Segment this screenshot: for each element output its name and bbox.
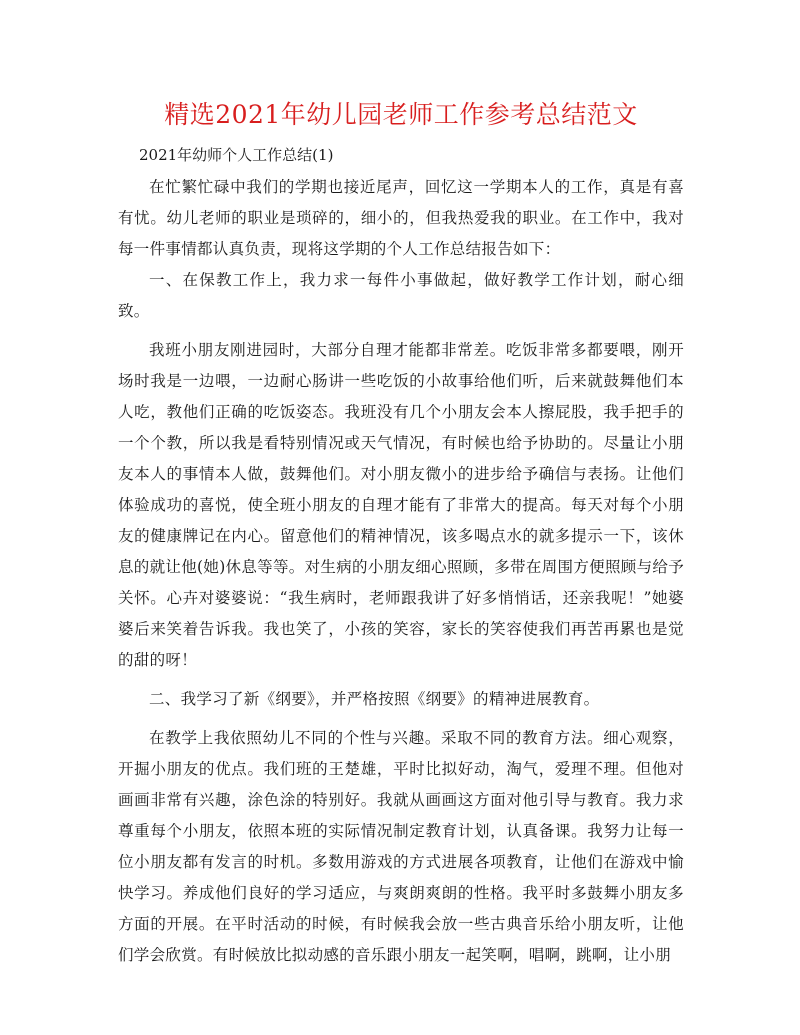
document-subtitle: 2021年幼师个人工作总结(1) bbox=[139, 146, 334, 164]
paragraph-section-1-heading: 一、在保教工作上，我力求一每件小事做起，做好教学工作计划，耐心细致。 bbox=[118, 271, 684, 320]
paragraph-section-1-body: 我班小朋友刚进园时，大部分自理才能都非常差。吃饭非常多都要喂，刚开场时我是一边喂，一边耐心肠讲一些吃饭的小故事给他们听，后来就鼓舞他们本人吃，教他们正确的吃饭姿态。我班没有几个小朋友会本人擦屁股，我手把手的一个个教，所以我是看特别情况或天气情况，有时候也给予协助的。尽量让小朋友本人的事情本人做，鼓舞他们。对小朋友微小的进步给予确信与表扬。让他们体验成功的喜悦，使全班小朋友的自理才能有了非常大的提高。每天对每个小朋友的健康牌记在内心。留意他们的精神情况，该多喝点水的就多提示一下，该休息的就让他(她)休息等等。对生病的小朋友细心照顾，多带在周围方便照顾与给予关怀。心卉对婆婆说：“我生病时，老师跟我讲了好多悄悄话，还亲我呢！”她婆婆后来笑着告诉我。我也笑了，小孩的笑容，家长的笑容使我们再苦再累也是觉的甜的呀！ bbox=[118, 341, 684, 669]
paragraph-section-2-heading: 二、我学习了新《纲要》，并严格按照《纲要》的精神进展教育。 bbox=[149, 690, 600, 708]
document-title: 精选2021年幼儿园老师工作参考总结范文 bbox=[164, 100, 638, 129]
paragraph-section-2-body: 在教学上我依照幼儿不同的个性与兴趣。采取不同的教育方法。细心观察，开掘小朋友的优点。我们班的王楚雄，平时比拟好动，淘气，爱理不理。但他对画画非常有兴趣，涂色涂的特别好。我就从画画这方面对他引导与教育。我力求尊重每个小朋友，依照本班的实际情况制定教育计划，认真备课。我努力让每一位小朋友都有发言的时机。多数用游戏的方式进展各项教育，让他们在游戏中愉快学习。养成他们良好的学习适应，与爽朗爽朗的性格。我平时多鼓舞小朋友多方面的开展。在平时活动的时候，有时候我会放一些古典音乐给小朋友听，让他们学会欣赏。有时候放比拟动感的音乐跟小朋友一起笑啊，唱啊，跳啊，让小朋 bbox=[118, 729, 684, 964]
paragraph-intro: 在忙繁忙碌中我们的学期也接近尾声，回忆这一学期本人的工作，真是有喜有忧。幼儿老师的职业是琐碎的，细小的，但我热爱我的职业。在工作中，我对每一件事情都认真负责，现将这学期的个人工作总结报告如下： bbox=[118, 178, 684, 258]
document-page bbox=[118, 98, 684, 971]
